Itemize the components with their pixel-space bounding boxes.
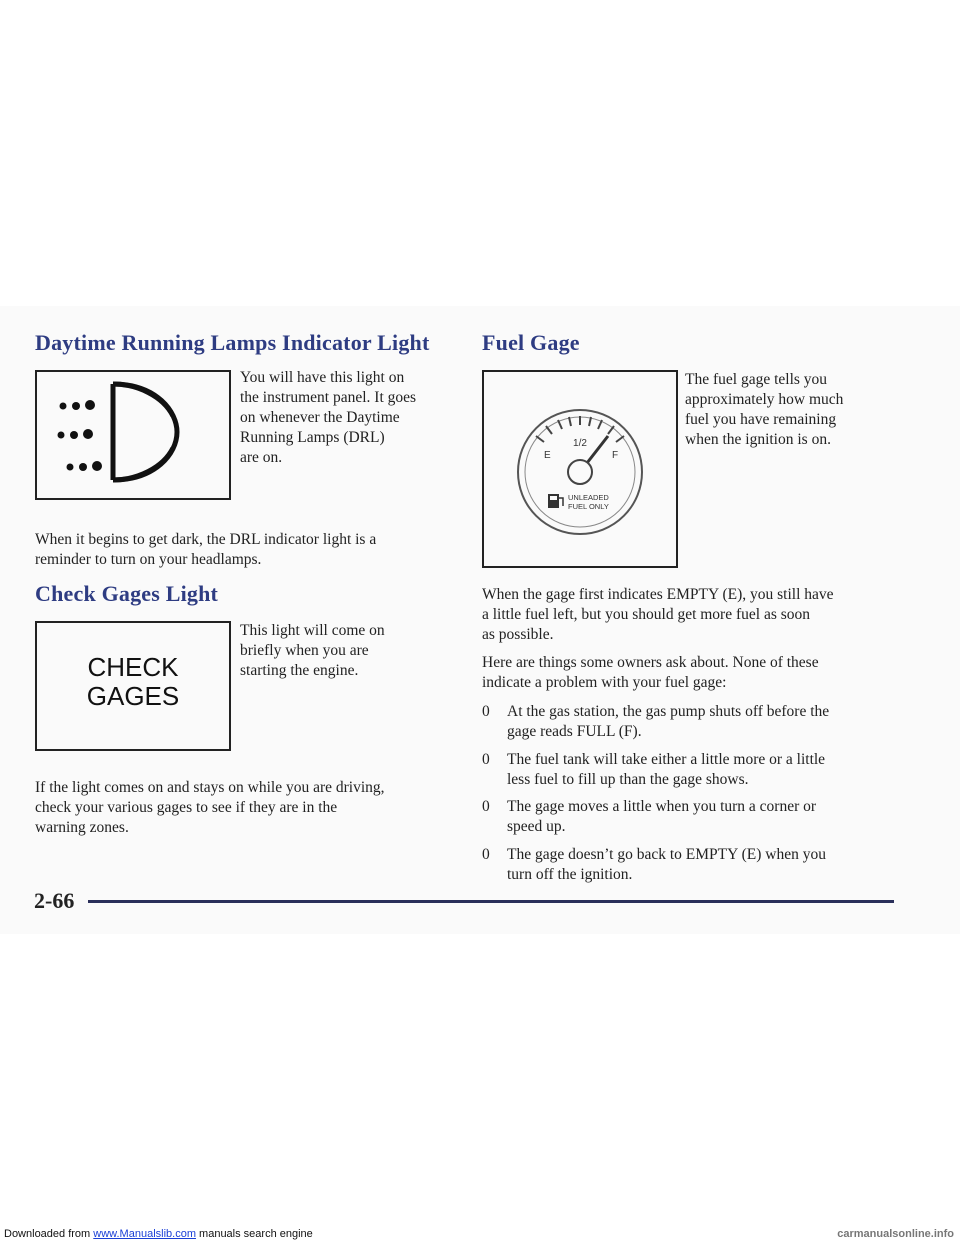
- bullet-mark: 0: [482, 846, 490, 863]
- check-gages-intro-line: starting the engine.: [240, 662, 359, 679]
- footer-watermark: carmanualsonline.info: [837, 1228, 954, 1240]
- page-number: 2-66: [34, 888, 82, 914]
- drl-body-line: When it begins to get dark, the DRL indicator light is a: [35, 531, 377, 548]
- gauge-half-label: 1/2: [573, 438, 587, 449]
- fuel-intro-line: The fuel gage tells you: [685, 371, 828, 388]
- check-gages-heading: Check Gages Light: [35, 581, 219, 606]
- drl-lamp-icon: [37, 372, 229, 498]
- drl-body-line: reminder to turn on your headlamps.: [35, 551, 262, 568]
- check-gages-intro: [240, 621, 455, 681]
- check-gages-body-line: check your various gages to see if they are in the: [35, 799, 338, 816]
- gauge-full-label: F: [612, 450, 619, 461]
- check-gages-body-line: If the light comes on and stays on while you are driving,: [35, 779, 385, 796]
- fuel-intro-line: approximately how much: [685, 391, 844, 408]
- footer-suffix: manuals search engine: [195, 1228, 313, 1240]
- fuel-gage-illustration: [482, 370, 678, 568]
- bullet-mark: 0: [482, 751, 490, 768]
- bullet-line: The gage doesn’t go back to EMPTY (E) when you: [507, 846, 826, 863]
- bullet-line: The gage moves a little when you turn a corner or: [507, 798, 817, 815]
- drl-body: [35, 530, 455, 570]
- drl-indicator-illustration: [35, 370, 231, 500]
- fuel-intro-line: when the ignition is on.: [685, 431, 831, 448]
- gauge-fuel-line2: FUEL ONLY: [568, 502, 609, 511]
- drl-intro-line: on whenever the Daytime: [240, 409, 400, 426]
- bullet-line: The fuel tank will take either a little more or a little: [507, 751, 826, 768]
- bullet-mark: 0: [482, 798, 490, 815]
- fuel-gage-intro: [685, 370, 900, 450]
- fuel-gage-heading: Fuel Gage: [482, 330, 580, 355]
- bullet-line: turn off the ignition.: [507, 866, 633, 883]
- fuel-pump-icon: [548, 494, 563, 508]
- drl-intro-line: Running Lamps (DRL): [240, 429, 385, 446]
- fuel-gauge-icon: [484, 372, 676, 566]
- check-gages-body: [35, 778, 460, 838]
- footer-source: [4, 1226, 313, 1242]
- bullet-line: less fuel to fill up than the gage shows.: [507, 771, 749, 788]
- drl-heading: Daytime Running Lamps Indicator Light: [35, 330, 430, 355]
- fuel-intro-line: fuel you have remaining: [685, 411, 837, 428]
- fuel-para-2: [482, 653, 902, 693]
- check-gages-body-line: warning zones.: [35, 819, 129, 836]
- drl-intro-line: the instrument panel. It goes: [240, 389, 417, 406]
- fuel-para-1: [482, 585, 902, 645]
- bullet-mark: 0: [482, 703, 490, 720]
- indicator-text-gages: GAGES: [86, 681, 180, 711]
- drl-intro-line: You will have this light on: [240, 369, 405, 386]
- footer-prefix: Downloaded from: [4, 1228, 94, 1240]
- bullet-line: speed up.: [507, 818, 566, 835]
- gauge-fuel-line1: UNLEADED: [568, 493, 609, 502]
- fuel-para2-line: Here are things some owners ask about. None of these: [482, 654, 819, 671]
- fuel-para1-line: When the gage first indicates EMPTY (E), you still have: [482, 586, 834, 603]
- bullet-line: At the gas station, the gas pump shuts off before the: [507, 703, 830, 720]
- gauge-empty-label: E: [544, 450, 551, 461]
- indicator-text-check: CHECK: [87, 652, 179, 682]
- bullet-line: gage reads FULL (F).: [507, 723, 642, 740]
- fuel-para1-line: a little fuel left, but you should get more fuel as soon: [482, 606, 811, 623]
- footer-rule: [88, 900, 894, 903]
- check-gages-intro-line: This light will come on: [240, 622, 385, 639]
- manualslib-link[interactable]: www.Manualslib.com: [93, 1228, 196, 1240]
- fuel-para1-line: as possible.: [482, 626, 554, 643]
- download-footer: [0, 1226, 960, 1242]
- check-gages-intro-line: briefly when you are: [240, 642, 369, 659]
- drl-intro-line: are on.: [240, 449, 283, 466]
- fuel-para2-line: indicate a problem with your fuel gage:: [482, 674, 727, 691]
- check-gages-indicator: [35, 621, 231, 751]
- drl-intro: [240, 368, 455, 468]
